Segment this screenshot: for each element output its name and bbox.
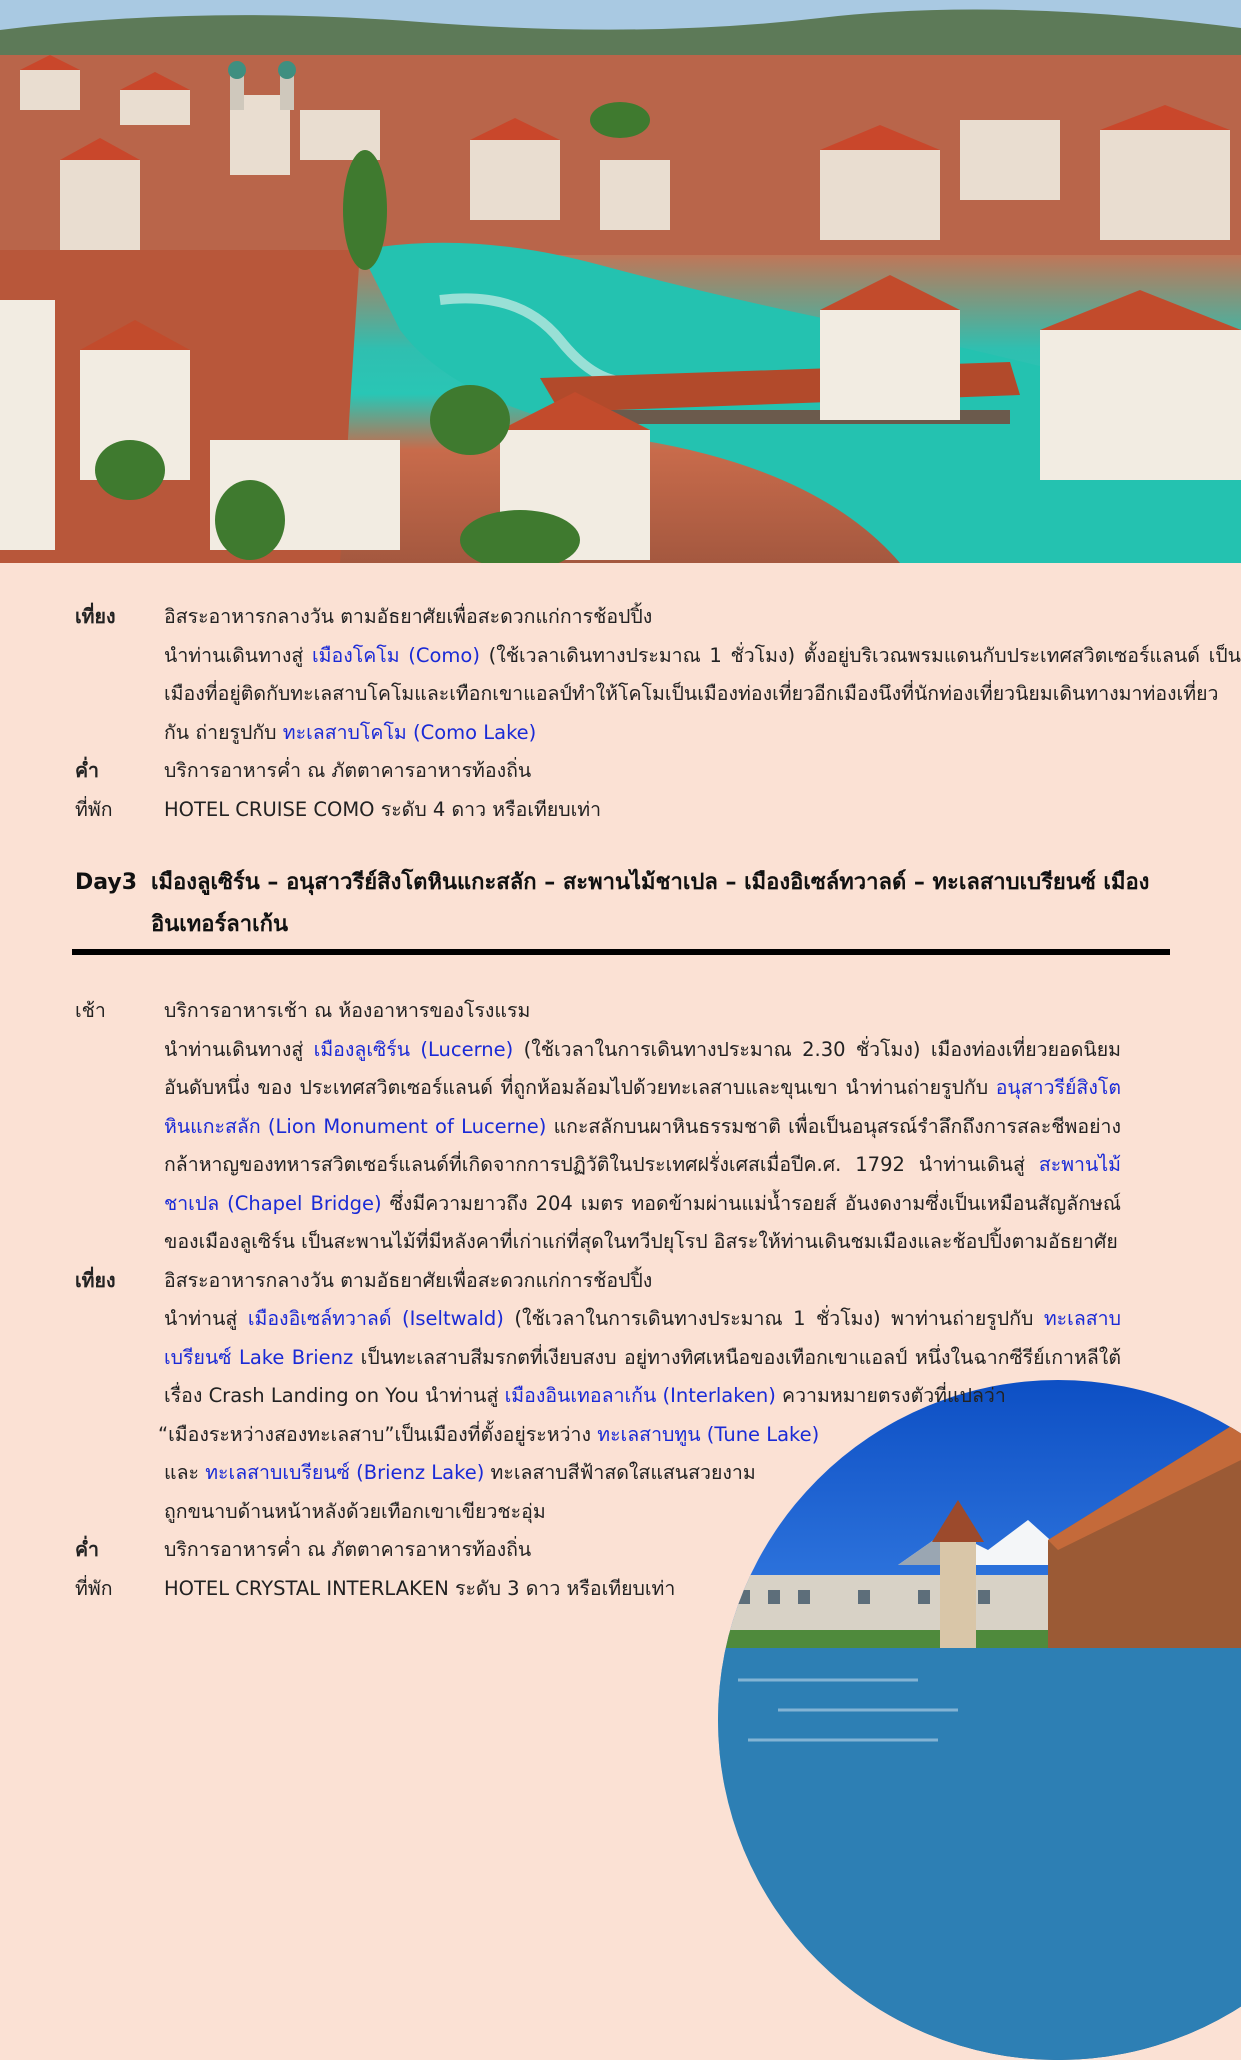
itinerary-row-lunch bbox=[0, 1262, 1241, 1301]
itinerary-row-hotel bbox=[0, 1570, 1241, 1609]
itinerary-row-como bbox=[0, 637, 1241, 753]
place-lion-monument: อนุสาวรีย์สิงโตหินแกะสลัก (Lion Monument of Lucerne) bbox=[164, 1076, 1121, 1138]
itinerary-row-interlaken-desc bbox=[0, 1416, 1241, 1455]
row-text: อิสระอาหารกลางวัน ตามอัธยาศัยเพื่อสะดวกแก่การช้อปปิ้ง bbox=[164, 1268, 653, 1292]
itinerary-row-mountain-desc bbox=[0, 1493, 1241, 1532]
row-text: นำท่านสู่ เมืองอิเซล์ทวาลด์ (Iseltwald) (ใช้เวลาในการเดินทางประมาณ 1 ชั่วโมง) พาท่านถ่ายรูปกับ ทะเลสาบเบรียนซ์ Lake Brienz เป็นทะเลสาบสีมรกตที่เงียบสงบ อยู่ทางทิศเหนือของเทือกเขาแอลป์ หนึ่งในฉากซีรีย์เกาหลีใต้เรื่อง Crash Landing on You นำท่านสู่ เมืองอินเทอลาเก้น (Interlaken) ความหมายตรงตัวที่แปลว่า bbox=[164, 1307, 1121, 1407]
time-label: ที่พัก bbox=[75, 1576, 113, 1600]
row-text: HOTEL CRYSTAL INTERLAKEN ระดับ 3 ดาว หรือเทียบเท่า bbox=[164, 1576, 676, 1600]
time-label: ค่ำ bbox=[75, 1538, 99, 1561]
time-label: เที่ยง bbox=[75, 605, 116, 628]
place-lake-brienz: ทะเลสาบเบรียนซ์ Lake Brienz bbox=[164, 1307, 1121, 1369]
itinerary-row-brienz-desc bbox=[0, 1454, 1241, 1493]
lucerne-aerial-photo bbox=[0, 0, 1241, 563]
day3-heading bbox=[75, 862, 1170, 946]
place-lucerne: เมืองลูเซิร์น (Lucerne) bbox=[313, 1037, 514, 1061]
row-text: บริการอาหารค่ำ ณ ภัตตาคารอาหารท้องถิ่น bbox=[164, 1538, 532, 1561]
itinerary-row-lunch bbox=[0, 598, 1241, 637]
place-como-lake: ทะเลสาบโคโม (Como Lake) bbox=[282, 720, 537, 744]
itinerary-row-dinner bbox=[0, 752, 1241, 791]
time-label: ที่พัก bbox=[75, 797, 113, 821]
time-label: ค่ำ bbox=[75, 759, 99, 782]
place-tune-lake: ทะเลสาบทูน (Tune Lake) bbox=[597, 1422, 820, 1446]
row-text: บริการอาหารค่ำ ณ ภัตตาคารอาหารท้องถิ่น bbox=[164, 759, 532, 782]
row-text: และ ทะเลสาบเบรียนซ์ (Brienz Lake) ทะเลสาบสีฟ้าสดใสแสนสวยงาม bbox=[164, 1461, 756, 1484]
day2-afternoon-section bbox=[0, 598, 1241, 829]
itinerary-row-dinner bbox=[0, 1531, 1241, 1570]
place-iseltwald: เมืองอิเซล์ทวาลด์ (Iseltwald) bbox=[247, 1307, 504, 1330]
itinerary-row-hotel bbox=[0, 791, 1241, 830]
lucerne-aerial-illustration bbox=[0, 0, 1241, 563]
place-brienz-lake: ทะเลสาบเบรียนซ์ (Brienz Lake) bbox=[205, 1461, 485, 1484]
day3-schedule-section bbox=[0, 992, 1241, 1608]
place-chapel-bridge: สะพานไม้ชาเปล (Chapel Bridge) bbox=[164, 1153, 1121, 1215]
time-label: เช้า bbox=[75, 999, 106, 1022]
row-text: “เมืองระหว่างสองทะเลสาบ”เป็นเมืองที่ตั้งอยู่ระหว่าง ทะเลสาบทูน (Tune Lake) bbox=[158, 1422, 820, 1446]
itinerary-row-lucerne bbox=[0, 1031, 1241, 1262]
row-text: นำท่านเดินทางสู่ เมืองลูเซิร์น (Lucerne) (ใช้เวลาในการเดินทางประมาณ 2.30 ชั่วโมง) เมืองท่องเที่ยวยอดนิยมอันดับหนึ่ง ของ ประเทศสวิตเซอร์แลนด์ ที่ถูกห้อมล้อมไปด้วยทะเลสาบและขุนเขา นำท่านถ่ายรูปกับ อนุสาวรีย์สิงโตหินแกะสลัก (Lion Monument of Lucerne) แกะสลักบนผาหินธรรมชาติ เพื่อเป็นอนุสรณ์รำลึกถึงการสละชีพอย่างกล้าหาญของทหารสวิตเซอร์แลนด์ที่เกิดจากการปฏิวัติในประเทศฝรั่งเศสเมื่อปีค.ศ. 1792 นำท่านเดินสู่ สะพานไม้ชาเปล (Chapel Bridge) ซึ่งมีความยาวถึง 204 เมตร ทอดข้ามผ่านแม่น้ำรอยส์ อันงดงามซึ่งเป็นเหมือนสัญลักษณ์ของเมืองลูเซิร์น เป็นสะพานไม้ที่มีหลังคาที่เก่าแก่ที่สุดในทวีปยุโรป อิสระให้ท่านเดินชมเมืองและช้อปปิ้งตามอัธยาศัย bbox=[164, 1037, 1122, 1253]
itinerary-row-breakfast bbox=[0, 992, 1241, 1031]
day-number: Day3 bbox=[75, 870, 138, 895]
row-text: ถูกขนาบด้านหน้าหลังด้วยเทือกเขาเขียวชะอุ่ม bbox=[164, 1499, 546, 1523]
time-label: เที่ยง bbox=[75, 1268, 116, 1292]
row-text: นำท่านเดินทางสู่ เมืองโคโม (Como) (ใช้เวลาเดินทางประมาณ 1 ชั่วโมง) ตั้งอยู่บริเวณพรมแดนกับประเทศสวิตเซอร์แลนด์ เป็นเมืองที่อยู่ติดกับทะเลสาบโคโมและเทือกเขาแอลป์ทำให้โคโมเป็นเมืองท่องเที่ยวอีกเมืองนึงที่นักท่องเที่ยวนิยมเดินทางมาท่องเที่ยวกัน ถ่ายรูปกับ ทะเลสาบโคโม (Como Lake) bbox=[164, 643, 1241, 744]
place-como: เมืองโคโม (Como) bbox=[311, 643, 480, 667]
row-text: อิสระอาหารกลางวัน ตามอัธยาศัยเพื่อสะดวกแก่การช้อปปิ้ง bbox=[164, 605, 653, 628]
heading-divider bbox=[72, 949, 1170, 955]
day-title: เมืองลูเซิร์น – อนุสาวรีย์สิงโตหินแกะสลัก – สะพานไม้ชาเปล – เมืองอิเซล์ทวาลด์ – ทะเลสาบเบรียนซ์ เมืองอินเทอร์ลาเก้น bbox=[151, 870, 1150, 937]
itinerary-row-iseltwald bbox=[0, 1300, 1241, 1416]
row-text: บริการอาหารเช้า ณ ห้องอาหารของโรงแรม bbox=[164, 999, 531, 1022]
place-interlaken: เมืองอินเทอลาเก้น (Interlaken) bbox=[504, 1384, 776, 1407]
row-text: HOTEL CRUISE COMO ระดับ 4 ดาว หรือเทียบเท่า bbox=[164, 797, 602, 821]
